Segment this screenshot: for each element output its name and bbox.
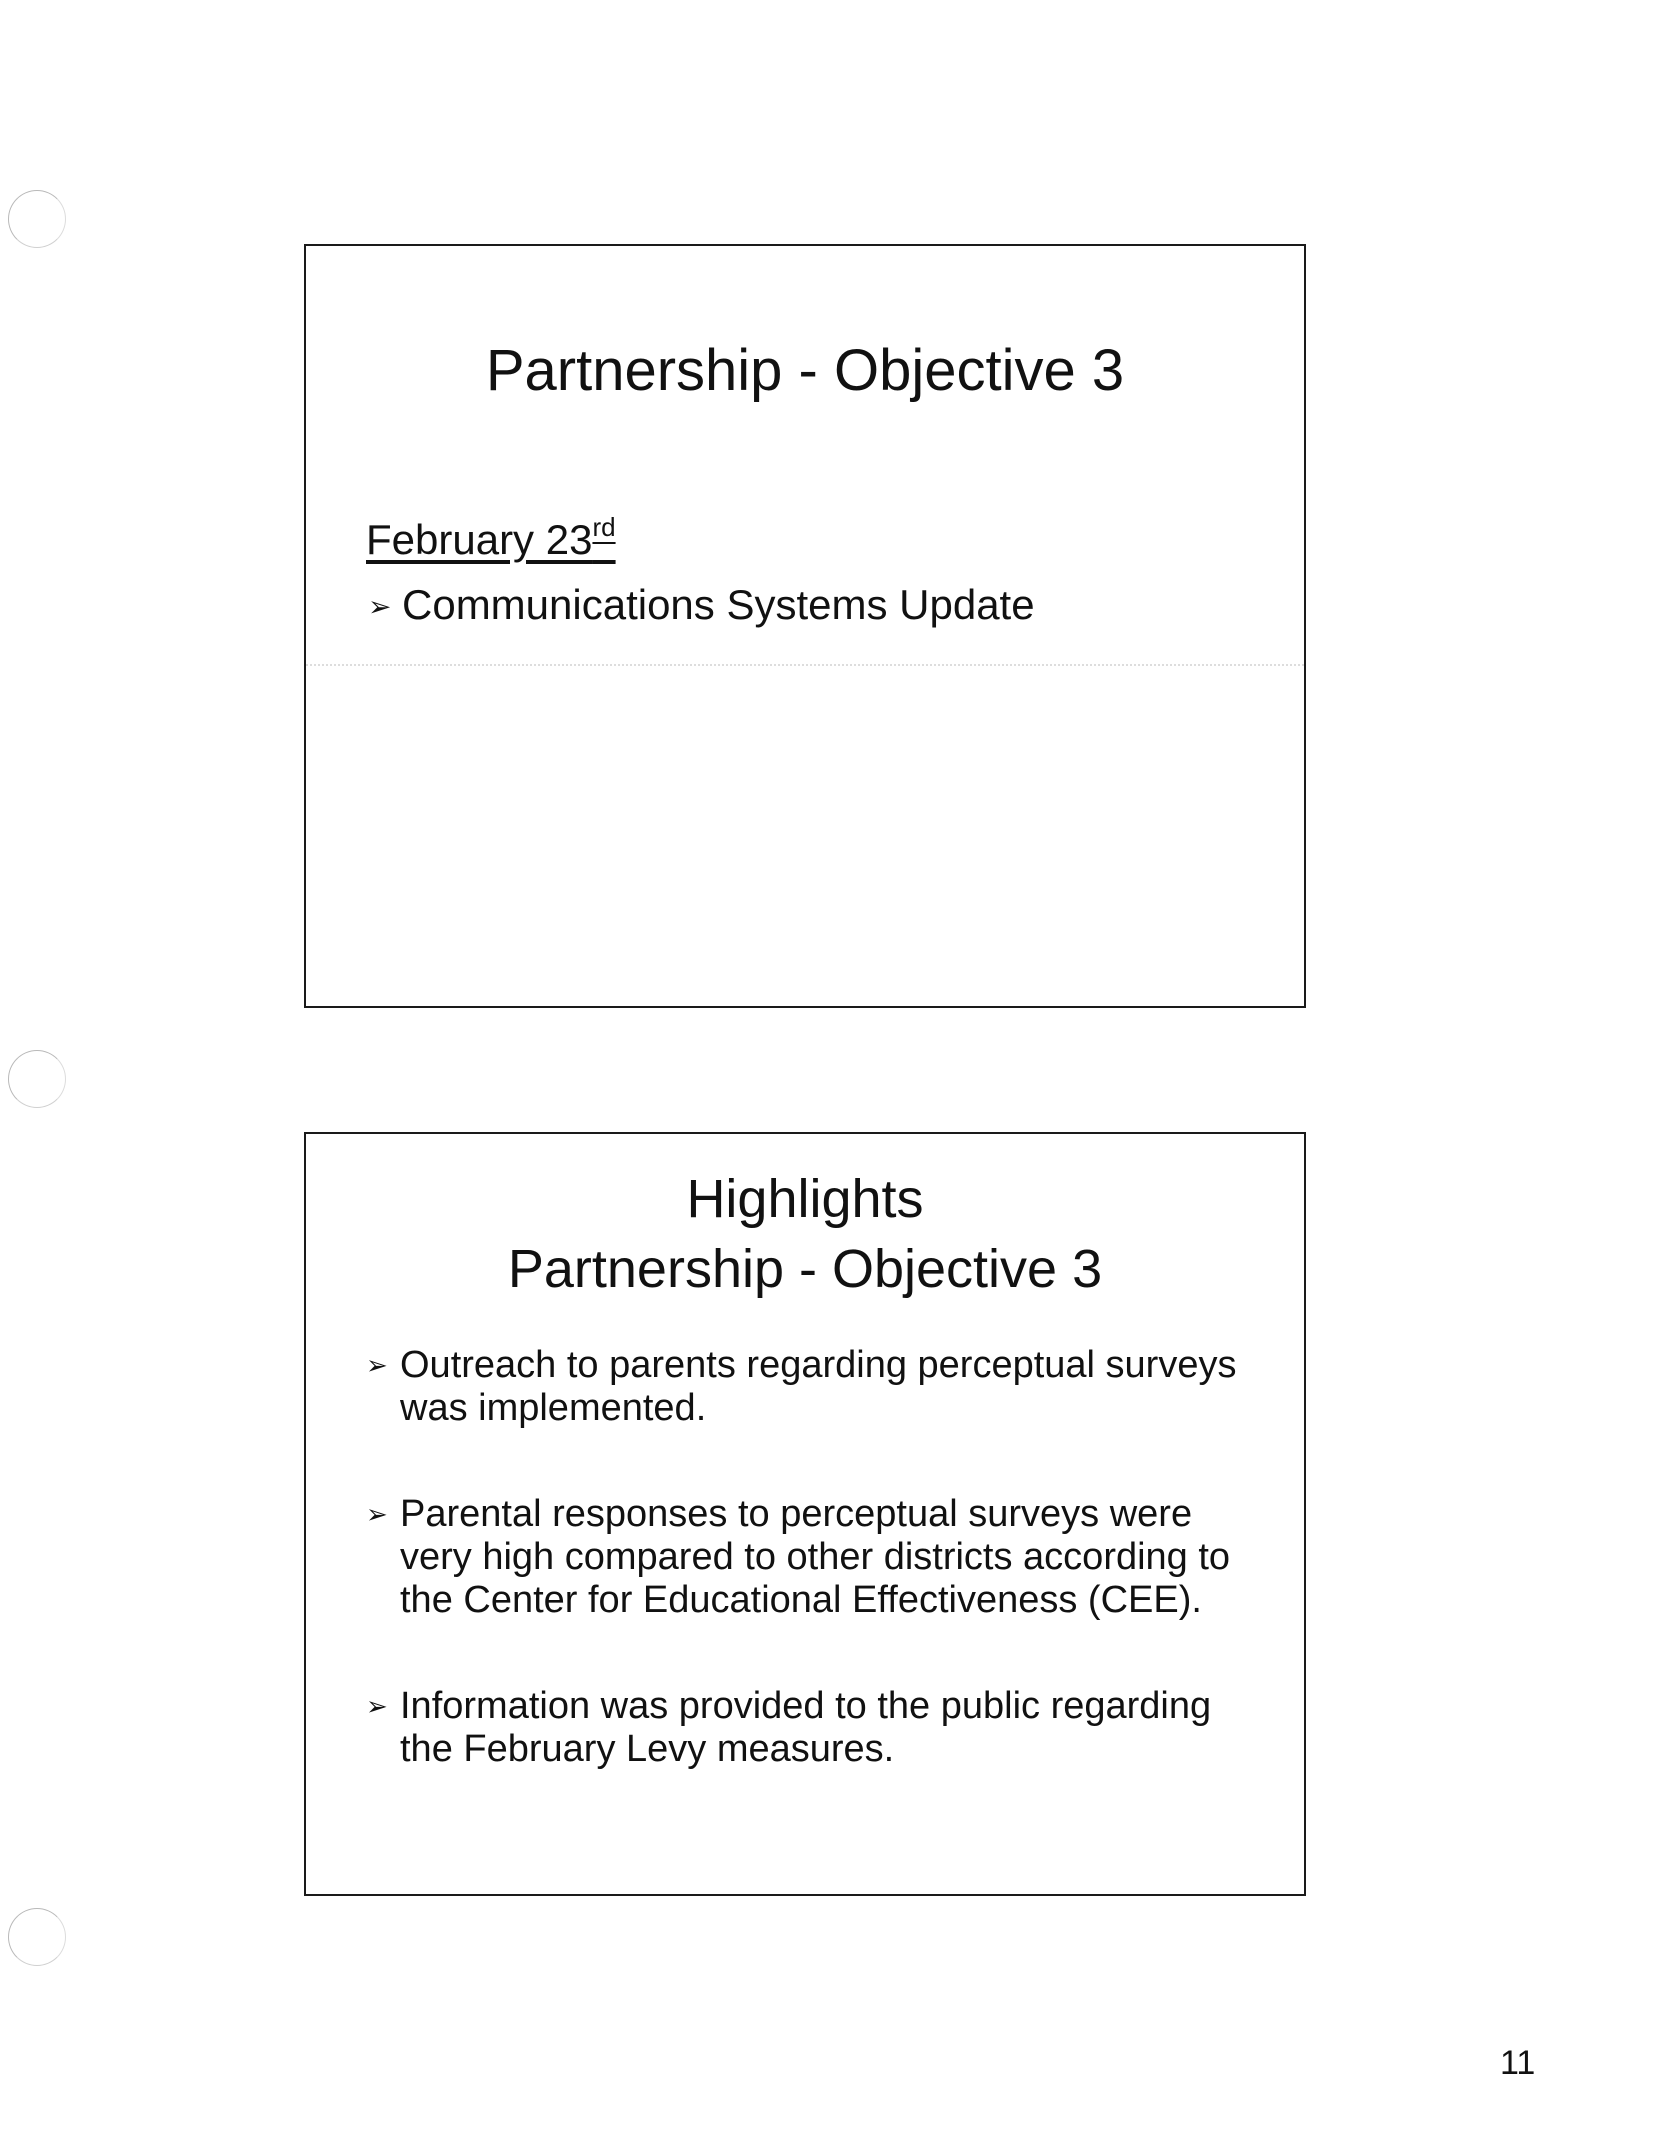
slide-2-bullet-text: Outreach to parents regarding perceptual surveys was implemented. bbox=[400, 1344, 1237, 1429]
slide-2-title-line-1: Highlights bbox=[686, 1169, 924, 1229]
slide-1-title: Partnership - Objective 3 bbox=[485, 338, 1125, 403]
list-item bbox=[366, 1493, 1266, 1622]
slide-2 bbox=[304, 1132, 1306, 1896]
slide-1 bbox=[304, 244, 1306, 1008]
slide-1-bullet bbox=[368, 581, 1035, 628]
list-item bbox=[366, 1685, 1266, 1771]
slide-2-bullet-text: Parental responses to perceptual surveys were very high compared to other districts according to the Center for Educational Effectiveness (CEE). bbox=[400, 1493, 1231, 1621]
punch-hole-bottom-icon bbox=[8, 1908, 66, 1966]
punch-hole-top-icon bbox=[8, 190, 66, 248]
slide-1-date-ordinal: rd bbox=[592, 512, 616, 542]
slide-2-title-line-2: Partnership - Objective 3 bbox=[507, 1239, 1103, 1299]
slide-1-date bbox=[366, 514, 616, 561]
arrowhead-bullet-icon: ➢ bbox=[366, 1691, 388, 1721]
list-item bbox=[366, 1344, 1266, 1430]
scan-artifact-divider bbox=[306, 664, 1304, 666]
slide-2-title bbox=[306, 1164, 1304, 1304]
arrowhead-bullet-icon: ➢ bbox=[368, 591, 392, 622]
slide-1-bullet-text: Communications Systems Update bbox=[402, 581, 1035, 628]
slide-2-bullet-list bbox=[366, 1344, 1266, 1834]
slide-1-date-text: February 23 bbox=[366, 516, 593, 563]
arrowhead-bullet-icon: ➢ bbox=[366, 1350, 388, 1380]
slide-2-bullet-text: Information was provided to the public regarding the February Levy measures. bbox=[400, 1685, 1212, 1770]
arrowhead-bullet-icon: ➢ bbox=[366, 1499, 388, 1529]
page-number: 11 bbox=[1500, 2044, 1536, 2082]
punch-hole-middle-icon bbox=[8, 1050, 66, 1108]
